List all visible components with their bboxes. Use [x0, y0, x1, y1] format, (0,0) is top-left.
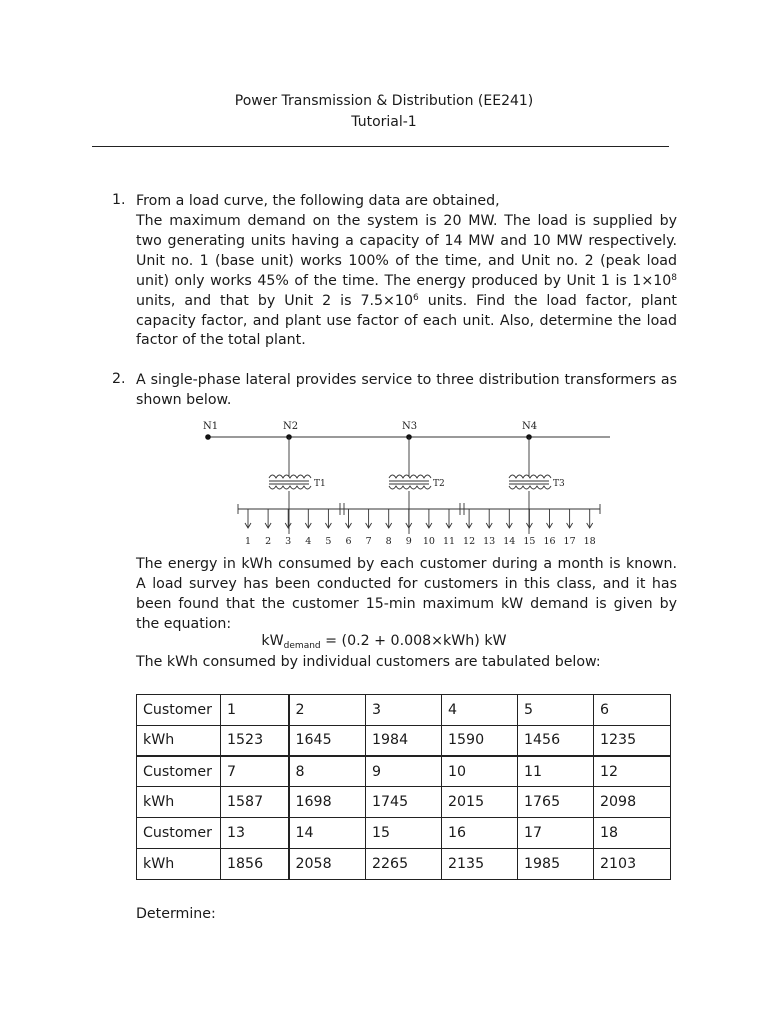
document-title: Power Transmission & Distribution (EE241) — [234, 93, 534, 109]
exponent-b: 6 — [412, 292, 419, 303]
question-1-lead: From a load curve, the following data are obtained, — [136, 193, 500, 209]
customer-drop-2 — [265, 509, 271, 528]
customer-drop-labels — [245, 536, 596, 547]
customer-drop-16 — [547, 509, 553, 528]
transformer-label-t1: T1 — [314, 479, 326, 489]
document-subtitle: Tutorial-1 — [351, 114, 417, 130]
customer-drop-4 — [305, 509, 311, 528]
customer-drop-13 — [486, 509, 492, 528]
header-rule — [92, 146, 669, 147]
customer-drop-17 — [567, 509, 573, 528]
row-label: Customer — [137, 756, 221, 787]
customer-number-cell: 1 — [221, 695, 289, 726]
table-row-kwh — [137, 848, 671, 879]
lateral-diagram — [196, 416, 616, 550]
customer-drop-15 — [526, 509, 532, 528]
customer-number-cell: 10 — [442, 756, 518, 787]
kwh-value-cell: 1587 — [221, 787, 289, 818]
secondary-bus — [238, 503, 600, 515]
transformer-label-t2: T2 — [433, 479, 445, 489]
customer-number-cell: 2 — [289, 695, 366, 726]
customer-drop-label: 16 — [543, 536, 556, 547]
question-2-number: 2. — [112, 371, 126, 387]
kwh-value-cell: 1856 — [221, 848, 289, 879]
customer-number-cell: 18 — [594, 818, 671, 849]
question-1-number: 1. — [112, 192, 126, 208]
node-label-n1: N1 — [203, 421, 219, 432]
row-label: Customer — [137, 818, 221, 849]
question-1-text-a: The maximum demand on the system is 20 MW. The load is supplied by two generating units having a capacity of 14 MW and 10 MW respectively. Unit no. 1 (base unit) works 100% of the time, and Unit no. 2 (peak load unit) only works 45% of the time. The energy produced by Unit 1 is 1×10 — [136, 213, 677, 289]
customer-drop-5 — [325, 509, 331, 528]
kwh-value-cell: 2015 — [442, 787, 518, 818]
customer-number-cell: 13 — [221, 818, 289, 849]
equation-lhs: kW — [261, 633, 284, 649]
customer-number-cell: 14 — [289, 818, 366, 849]
question-1-body — [136, 212, 677, 351]
kwh-value-cell: 1985 — [518, 848, 594, 879]
customer-number-cell: 7 — [221, 756, 289, 787]
customer-drop-label: 2 — [265, 536, 272, 547]
kwh-value-cell: 2135 — [442, 848, 518, 879]
kwh-value-cell: 1984 — [366, 725, 442, 756]
node-dot-n1 — [205, 434, 211, 440]
customer-number-cell: 8 — [289, 756, 366, 787]
customer-drop-label: 11 — [442, 536, 456, 547]
customer-drop-18 — [587, 509, 593, 528]
node-label-n4: N4 — [522, 421, 538, 432]
question-2-lead: A single-phase lateral provides service to three distribution transformers as shown below. — [136, 372, 677, 408]
row-label: kWh — [137, 787, 221, 818]
table-row-customer — [137, 695, 671, 726]
customer-drop-label: 6 — [345, 536, 352, 547]
node-label-n3: N3 — [402, 421, 418, 432]
kwh-value-cell: 1523 — [221, 725, 289, 756]
customer-drop-label: 1 — [244, 536, 252, 547]
customer-drop-8 — [386, 509, 392, 528]
determine-label: Determine: — [136, 906, 216, 922]
table-row-customer — [137, 756, 671, 787]
row-label: kWh — [137, 725, 221, 756]
customer-drop-label: 7 — [365, 536, 372, 547]
customer-drop-label: 17 — [563, 536, 576, 547]
customer-drop-3 — [285, 509, 291, 528]
kwh-value-cell: 2058 — [289, 848, 366, 879]
customer-drop-label: 4 — [305, 536, 312, 547]
customer-number-cell: 3 — [366, 695, 442, 726]
table-row-customer — [137, 818, 671, 849]
customer-drop-7 — [366, 509, 372, 528]
demand-equation — [0, 633, 768, 649]
customer-drop-label: 12 — [463, 536, 476, 547]
node-label-n2: N2 — [283, 421, 299, 432]
customer-number-cell: 12 — [594, 756, 671, 787]
question-1-text-c: units. Find the load factor, plant capacity factor, and plant use factor of each unit. Also, determine the load factor of the total plant. — [136, 292, 677, 349]
table-intro: The kWh consumed by individual customers are tabulated below: — [136, 654, 601, 670]
transformer-t1 — [269, 437, 311, 534]
kwh-value-cell: 2098 — [594, 787, 671, 818]
customer-drops — [245, 509, 593, 528]
customer-drop-6 — [346, 509, 352, 528]
customer-drop-label: 13 — [483, 536, 496, 547]
kwh-value-cell: 1765 — [518, 787, 594, 818]
customer-drop-label: 15 — [523, 536, 536, 547]
table-row-kwh — [137, 787, 671, 818]
kwh-value-cell: 2265 — [366, 848, 442, 879]
kwh-table — [136, 694, 671, 880]
row-label: kWh — [137, 848, 221, 879]
customer-number-cell: 9 — [366, 756, 442, 787]
customer-number-cell: 16 — [442, 818, 518, 849]
customer-drop-label: 9 — [405, 536, 412, 547]
customer-drop-9 — [406, 509, 412, 528]
transformer-t3 — [509, 437, 551, 534]
table-row-kwh — [137, 725, 671, 756]
customer-number-cell: 11 — [518, 756, 594, 787]
equation-rhs: = (0.2 + 0.008×kWh) kW — [320, 633, 507, 649]
kwh-value-cell: 1590 — [442, 725, 518, 756]
transformer-t2 — [389, 437, 431, 534]
customer-drop-11 — [446, 509, 452, 528]
customer-drop-label: 5 — [325, 536, 332, 547]
row-label: Customer — [137, 695, 221, 726]
kwh-value-cell: 1456 — [518, 725, 594, 756]
customer-drop-12 — [466, 509, 472, 528]
customer-drop-1 — [245, 509, 251, 528]
customer-drop-label: 8 — [385, 536, 392, 547]
customer-number-cell: 6 — [594, 695, 671, 726]
customer-drop-label: 14 — [503, 536, 516, 547]
customer-number-cell: 17 — [518, 818, 594, 849]
question-1-text-b: units, and that by Unit 2 is 7.5×10 — [136, 292, 413, 309]
customer-drop-label: 3 — [285, 536, 292, 547]
kwh-value-cell: 1745 — [366, 787, 442, 818]
kwh-value-cell: 1698 — [289, 787, 366, 818]
customer-number-cell: 5 — [518, 695, 594, 726]
transformer-label-t3: T3 — [553, 479, 565, 489]
kwh-value-cell: 2103 — [594, 848, 671, 879]
kwh-value-cell: 1645 — [289, 725, 366, 756]
equation-subscript: demand — [283, 641, 321, 651]
customer-number-cell: 15 — [366, 818, 442, 849]
customer-drop-label: 10 — [422, 536, 435, 547]
customer-number-cell: 4 — [442, 695, 518, 726]
question-2-body: The energy in kWh consumed by each customer during a month is known. A load survey has been conducted for customers in this class, and it has been found that the customer 15-min maximum kW demand is given by the equation: — [136, 556, 677, 632]
customer-drop-14 — [506, 509, 512, 528]
exponent-a: 8 — [671, 272, 677, 283]
customer-drop-label: 18 — [583, 536, 596, 547]
customer-drop-10 — [426, 509, 432, 528]
kwh-value-cell: 1235 — [594, 725, 671, 756]
